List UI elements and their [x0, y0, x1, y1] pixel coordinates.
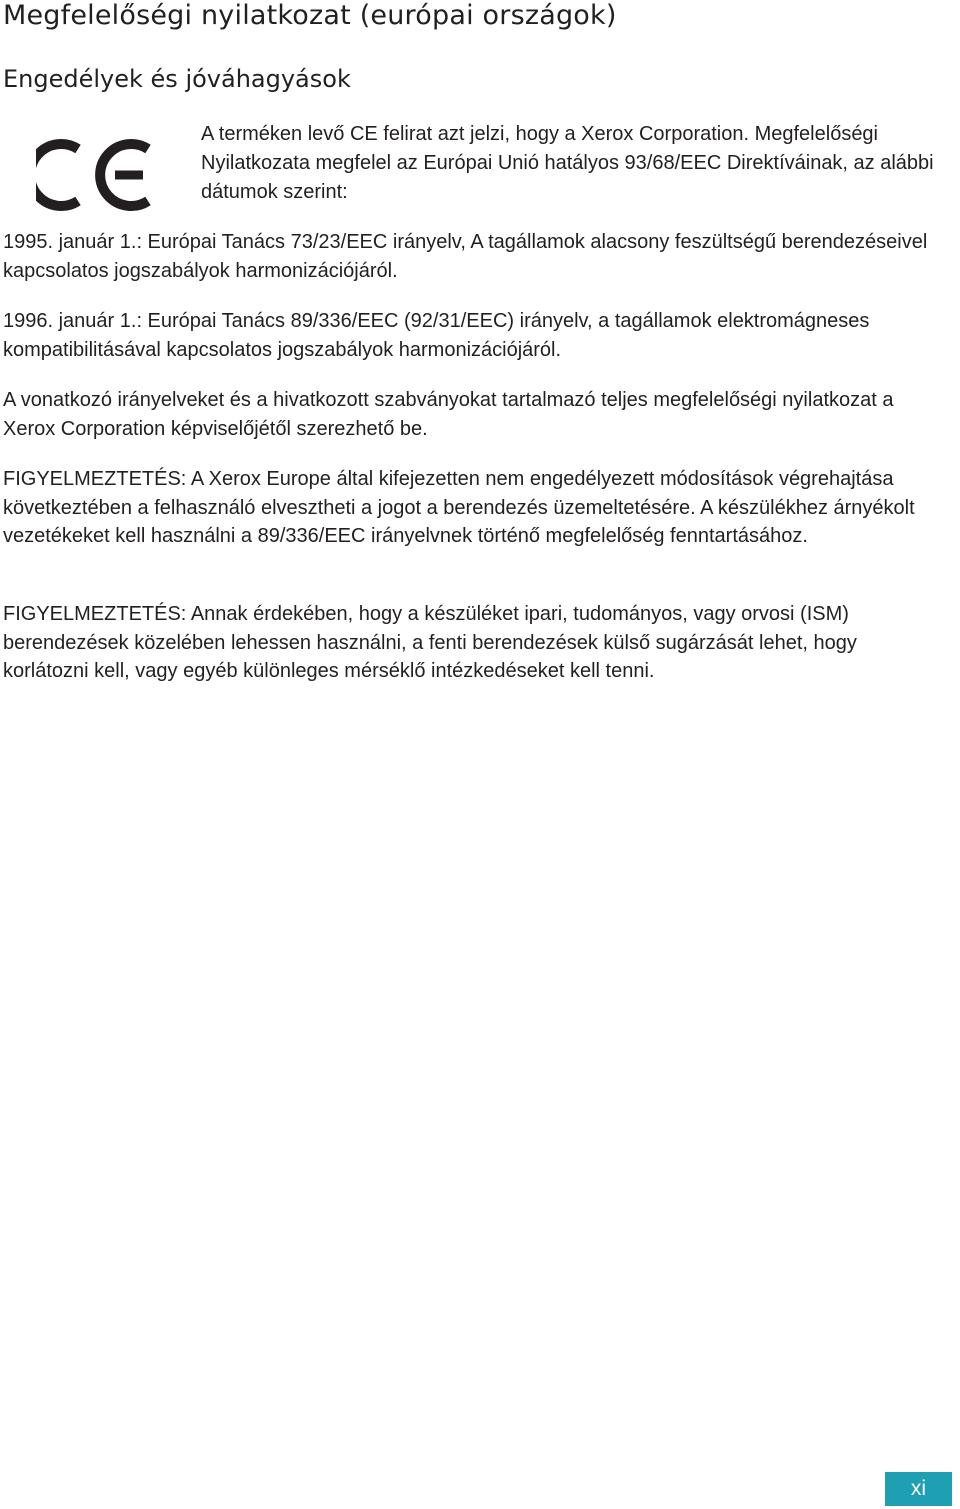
- page-title: Megfelelőségi nyilatkozat (európai országok): [3, 0, 617, 31]
- modification-warning-paragraph: FIGYELMEZTETÉS: A Xerox Europe által kifejezetten nem engedélyezett módosítások végrehajtása következtében a felhasználó elvesztheti a jogot a berendezés üzemeltetésére. A készülékhez árnyékolt vezetékeket kell használni a 89/336/EEC irányelvnek történő megfelelőség fenntartásához.: [3, 468, 915, 547]
- directive-1995-paragraph: 1995. január 1.: Európai Tanács 73/23/EEC irányelv, A tagállamok alacsony feszültségű berendezéseivel kapcsolatos jogszabályok harmonizációjáról.: [3, 231, 928, 282]
- section-heading: Engedélyek és jóváhagyások: [3, 65, 351, 93]
- declaration-availability-paragraph: A vonatkozó irányelveket és a hivatkozott szabványokat tartalmazó teljes megfelelőségi nyilatkozat a Xerox Corporation képviselőjétől szerezhető be.: [3, 389, 894, 440]
- ce-intro-text: A terméken levő CE felirat azt jelzi, hogy a Xerox Corporation. Megfelelőségi Nyilatkozata megfelel az Európai Unió hatályos 93/68/EEC Direktíváinak, az alábbi dátumok szerint:: [201, 123, 934, 203]
- ism-warning-paragraph: FIGYELMEZTETÉS: Annak érdekében, hogy a készüléket ipari, tudományos, vagy orvosi (ISM) berendezések közelében lehessen használni, a fenti berendezések külső sugárzását lehet, hogy korlátozni kell, vagy egyéb különleges mérséklő intézkedéseket kell tenni.: [3, 603, 857, 682]
- directive-1996-paragraph: 1996. január 1.: Európai Tanács 89/336/EEC (92/31/EEC) irányelv, a tagállamok elektromágneses kompatibilitásával kapcsolatos jogszabályok harmonizációjáról.: [3, 310, 870, 361]
- ce-mark-icon: [36, 132, 154, 218]
- page-number-badge: xi: [885, 1472, 952, 1506]
